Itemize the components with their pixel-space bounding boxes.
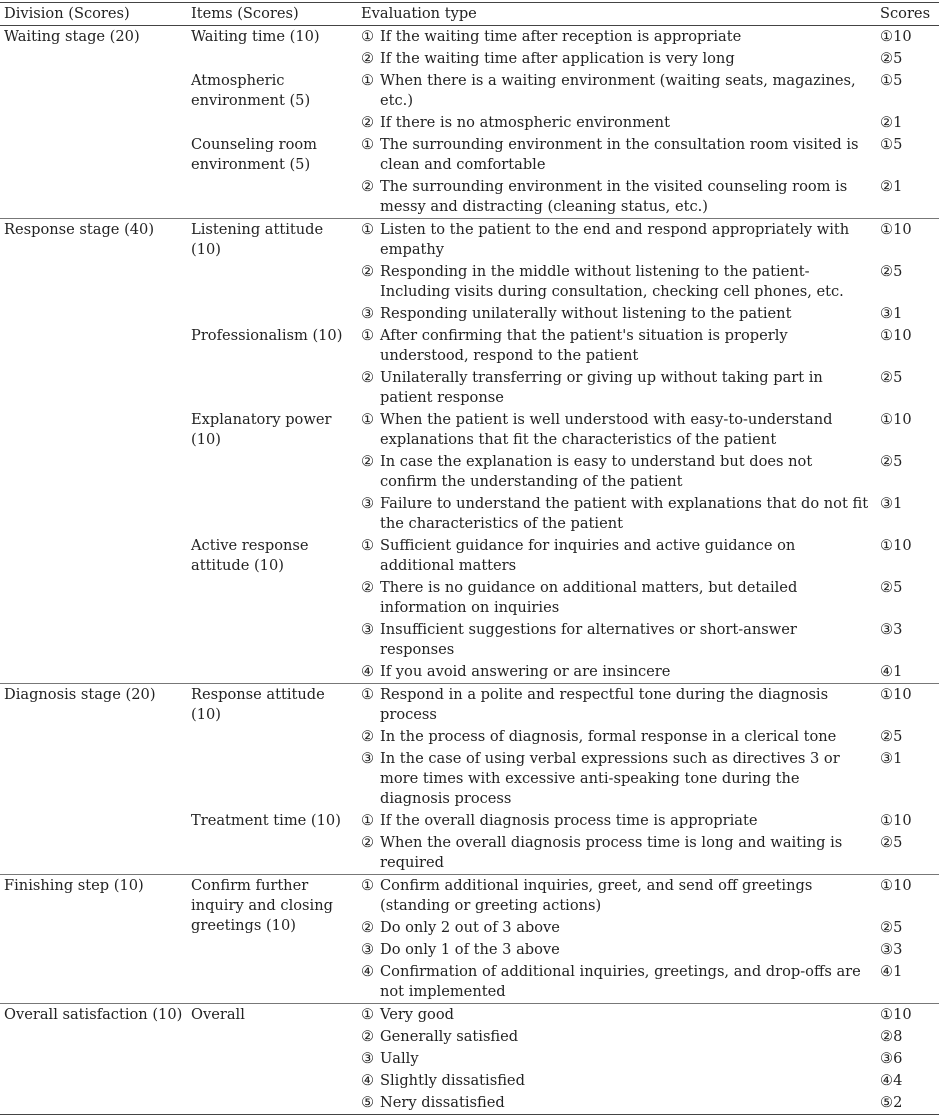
- option-marker: ①: [361, 28, 375, 45]
- evaluation-text: Insufficient suggestions for alternatives or short-answer responses: [380, 621, 797, 658]
- table-header-row: [0, 3, 939, 26]
- option-marker: ④: [361, 663, 375, 680]
- option-marker: ①: [361, 812, 375, 829]
- division-cell: Finishing step (10): [0, 875, 187, 1004]
- evaluation-cell: [357, 661, 876, 684]
- evaluation-text: Failure to understand the patient with explanations that do not fit the characteristics of the patient: [380, 495, 869, 532]
- option-marker: ②: [361, 114, 375, 131]
- evaluation-cell: [357, 875, 876, 918]
- table-row: [0, 684, 939, 727]
- header-division: Division (Scores): [0, 3, 187, 26]
- evaluation-entry: [361, 410, 872, 450]
- evaluation-entry: [361, 662, 872, 682]
- evaluation-text: Unilaterally transferring or giving up without taking part in patient response: [380, 369, 823, 406]
- evaluation-text: In the case of using verbal expressions such as directives 3 or more times with excessive anti-speaking tone during the diagnosis process: [380, 750, 840, 807]
- evaluation-entry: [361, 135, 872, 175]
- option-marker: ④: [361, 963, 375, 980]
- header-evaluation-type: Evaluation type: [357, 3, 876, 26]
- evaluation-cell: [357, 303, 876, 325]
- option-marker: ⑤: [361, 1094, 375, 1111]
- option-marker: ②: [361, 919, 375, 936]
- evaluation-text: When there is a waiting environment (waiting seats, magazines, etc.): [380, 72, 856, 109]
- option-marker: ②: [361, 369, 375, 386]
- evaluation-cell: [357, 261, 876, 303]
- option-marker: ①: [361, 686, 375, 703]
- evaluation-cell: [357, 535, 876, 577]
- score-cell: ①10: [876, 875, 939, 918]
- score-cell: ④1: [880, 963, 903, 980]
- option-marker: ①: [361, 221, 375, 238]
- option-marker: ②: [361, 1028, 375, 1045]
- header-items: Items (Scores): [187, 3, 357, 26]
- evaluation-cell: [357, 112, 876, 134]
- score-cell: ①5: [880, 136, 903, 153]
- score-cell: ②5: [880, 834, 903, 851]
- option-marker: ①: [361, 136, 375, 153]
- score-cell: ①10: [880, 28, 912, 45]
- evaluation-entry: [361, 494, 872, 534]
- evaluation-cell: [357, 26, 876, 49]
- item-cell: Atmospheric environment (5): [191, 72, 311, 109]
- evaluation-text: Sufficient guidance for inquiries and active guidance on additional matters: [380, 537, 796, 574]
- division-cell: Waiting stage (20): [4, 28, 140, 45]
- score-cell: ①10: [880, 537, 912, 554]
- evaluation-entry: [361, 326, 872, 366]
- evaluation-cell: [357, 1092, 876, 1115]
- evaluation-cell: [357, 917, 876, 939]
- evaluation-cell: [357, 1070, 876, 1092]
- item-cell: Response attitude (10): [187, 684, 357, 811]
- table-row: [0, 26, 939, 49]
- score-cell: ③3: [880, 621, 903, 638]
- table-row: [0, 875, 939, 918]
- score-cell: ⑤2: [880, 1094, 903, 1111]
- evaluation-cell: [357, 726, 876, 748]
- division-cell: Response stage (40): [0, 219, 187, 684]
- evaluation-entry: [361, 685, 872, 725]
- score-cell: ②8: [880, 1028, 903, 1045]
- score-cell: ②5: [880, 263, 903, 280]
- item-cell: Counseling room environment (5): [191, 136, 317, 173]
- evaluation-cell: [357, 619, 876, 661]
- item-cell: Waiting time (10): [191, 28, 320, 45]
- evaluation-entry: [361, 940, 872, 960]
- option-marker: ②: [361, 178, 375, 195]
- score-cell: ①5: [880, 72, 903, 89]
- evaluation-text: Respond in a polite and respectful tone during the diagnosis process: [380, 686, 829, 723]
- score-cell: ②1: [880, 114, 903, 131]
- option-marker: ③: [361, 621, 375, 638]
- evaluation-cell: [357, 219, 876, 262]
- evaluation-entry: [361, 727, 872, 747]
- evaluation-text: Do only 1 of the 3 above: [380, 941, 560, 958]
- evaluation-cell: [357, 1048, 876, 1070]
- option-marker: ②: [361, 579, 375, 596]
- evaluation-entry: [361, 1049, 872, 1069]
- division-cell: Diagnosis stage (20): [0, 684, 187, 875]
- evaluation-cell: [357, 1004, 876, 1027]
- evaluation-cell: [357, 367, 876, 409]
- evaluation-cell: [357, 939, 876, 961]
- evaluation-text: When the overall diagnosis process time is long and waiting is required: [380, 834, 843, 871]
- evaluation-entry: [361, 1071, 872, 1091]
- evaluation-entry: [361, 1027, 872, 1047]
- division-cell: Overall satisfaction (10): [0, 1004, 187, 1115]
- score-cell: ①10: [880, 327, 912, 344]
- option-marker: ③: [361, 750, 375, 767]
- evaluation-entry: [361, 1005, 872, 1025]
- option-marker: ②: [361, 263, 375, 280]
- evaluation-text: In case the explanation is easy to understand but does not confirm the understanding of the patient: [380, 453, 813, 490]
- score-cell: ③1: [880, 305, 903, 322]
- evaluation-entry: [361, 220, 872, 260]
- score-cell: ②5: [880, 369, 903, 386]
- evaluation-text: In the process of diagnosis, formal response in a clerical tone: [380, 728, 837, 745]
- evaluation-text: When the patient is well understood with easy-to-understand explanations that fit the characteristics of the patient: [380, 411, 833, 448]
- evaluation-cell: [357, 325, 876, 367]
- score-cell: ①10: [876, 684, 939, 727]
- evaluation-text: Responding unilaterally without listening to the patient: [380, 305, 792, 322]
- table-row: [0, 219, 939, 262]
- option-marker: ④: [361, 1072, 375, 1089]
- evaluation-entry: [361, 749, 872, 809]
- evaluation-entry: [361, 1093, 872, 1113]
- evaluation-cell: [357, 451, 876, 493]
- option-marker: ②: [361, 453, 375, 470]
- evaluation-entry: [361, 177, 872, 217]
- evaluation-entry: [361, 811, 872, 831]
- evaluation-entry: [361, 71, 872, 111]
- evaluation-cell: [357, 493, 876, 535]
- evaluation-entry: [361, 578, 872, 618]
- score-cell: ④1: [880, 663, 903, 680]
- option-marker: ②: [361, 50, 375, 67]
- evaluation-cell: [357, 961, 876, 1004]
- evaluation-text: There is no guidance on additional matters, but detailed information on inquiries: [380, 579, 798, 616]
- evaluation-entry: [361, 876, 872, 916]
- score-cell: ②5: [880, 453, 903, 470]
- score-cell: ①10: [880, 411, 912, 428]
- evaluation-cell: [357, 48, 876, 70]
- option-marker: ①: [361, 537, 375, 554]
- option-marker: ②: [361, 834, 375, 851]
- evaluation-text: Generally satisfied: [380, 1028, 519, 1045]
- evaluation-entry: [361, 113, 872, 133]
- evaluation-text: Ually: [380, 1050, 419, 1067]
- score-cell: ③3: [880, 941, 903, 958]
- evaluation-text: Nery dissatisfied: [380, 1094, 505, 1111]
- evaluation-text: If the waiting time after reception is appropriate: [380, 28, 742, 45]
- evaluation-entry: [361, 962, 872, 1002]
- evaluation-cell: [357, 832, 876, 875]
- score-cell: ③6: [880, 1050, 903, 1067]
- table-body: [0, 26, 939, 1115]
- item-cell: Professionalism (10): [191, 327, 343, 344]
- evaluation-cell: [357, 684, 876, 727]
- evaluation-cell: [357, 409, 876, 451]
- score-cell: ③1: [880, 495, 903, 512]
- item-cell: Listening attitude (10): [187, 219, 357, 326]
- evaluation-entry: [361, 536, 872, 576]
- evaluation-cell: [357, 176, 876, 219]
- evaluation-entry: [361, 918, 872, 938]
- evaluation-cell: [357, 134, 876, 176]
- option-marker: ①: [361, 1006, 375, 1023]
- evaluation-text: If the waiting time after application is very long: [380, 50, 735, 67]
- evaluation-entry: [361, 452, 872, 492]
- option-marker: ③: [361, 941, 375, 958]
- evaluation-text: Do only 2 out of 3 above: [380, 919, 560, 936]
- evaluation-text: Very good: [380, 1006, 454, 1023]
- table-row: [0, 1004, 939, 1027]
- score-cell: ②5: [880, 919, 903, 936]
- option-marker: ③: [361, 495, 375, 512]
- score-cell: ②5: [880, 579, 903, 596]
- evaluation-text: Responding in the middle without listening to the patient- Including visits during consultation, checking cell phones, etc.: [380, 263, 844, 300]
- score-cell: ③1: [880, 750, 903, 767]
- item-cell: Explanatory power (10): [191, 411, 332, 448]
- evaluation-cell: [357, 70, 876, 112]
- score-cell: ②5: [880, 728, 903, 745]
- score-cell: ①10: [876, 219, 939, 262]
- evaluation-cell: [357, 748, 876, 810]
- evaluation-text: After confirming that the patient's situation is properly understood, respond to the patient: [380, 327, 788, 364]
- score-cell: ①10: [880, 812, 912, 829]
- option-marker: ①: [361, 411, 375, 428]
- evaluation-entry: [361, 620, 872, 660]
- evaluation-text: Slightly dissatisfied: [380, 1072, 525, 1089]
- evaluation-text: If there is no atmospheric environment: [380, 114, 670, 131]
- evaluation-cell: [357, 577, 876, 619]
- evaluation-entry: [361, 49, 872, 69]
- evaluation-text: The surrounding environment in the consultation room visited is clean and comfortable: [380, 136, 859, 173]
- option-marker: ①: [361, 72, 375, 89]
- item-cell: Confirm further inquiry and closing greetings (10): [187, 875, 357, 1004]
- option-marker: ①: [361, 877, 375, 894]
- option-marker: ②: [361, 728, 375, 745]
- option-marker: ③: [361, 1050, 375, 1067]
- score-cell: ②5: [880, 50, 903, 67]
- evaluation-table: [0, 2, 939, 1115]
- evaluation-cell: [357, 810, 876, 832]
- item-cell: Overall: [187, 1004, 357, 1115]
- evaluation-entry: [361, 262, 872, 302]
- evaluation-entry: [361, 304, 872, 324]
- evaluation-cell: [357, 1026, 876, 1048]
- evaluation-text: The surrounding environment in the visited counseling room is messy and distracting (cleaning status, etc.): [380, 178, 848, 215]
- evaluation-entry: [361, 368, 872, 408]
- score-cell: ②1: [880, 178, 903, 195]
- option-marker: ①: [361, 327, 375, 344]
- evaluation-text: If the overall diagnosis process time is appropriate: [380, 812, 758, 829]
- header-scores: Scores: [876, 3, 939, 26]
- item-cell: Treatment time (10): [191, 812, 341, 829]
- evaluation-text: Confirmation of additional inquiries, greetings, and drop-offs are not implemented: [380, 963, 861, 1000]
- option-marker: ③: [361, 305, 375, 322]
- evaluation-entry: [361, 27, 872, 47]
- evaluation-text: Listen to the patient to the end and respond appropriately with empathy: [380, 221, 850, 258]
- score-cell: ①10: [876, 1004, 939, 1027]
- evaluation-text: If you avoid answering or are insincere: [380, 663, 671, 680]
- score-cell: ④4: [880, 1072, 903, 1089]
- item-cell: Active response attitude (10): [191, 537, 309, 574]
- evaluation-text: Confirm additional inquiries, greet, and send off greetings (standing or greeting actions): [380, 877, 813, 914]
- evaluation-entry: [361, 833, 872, 873]
